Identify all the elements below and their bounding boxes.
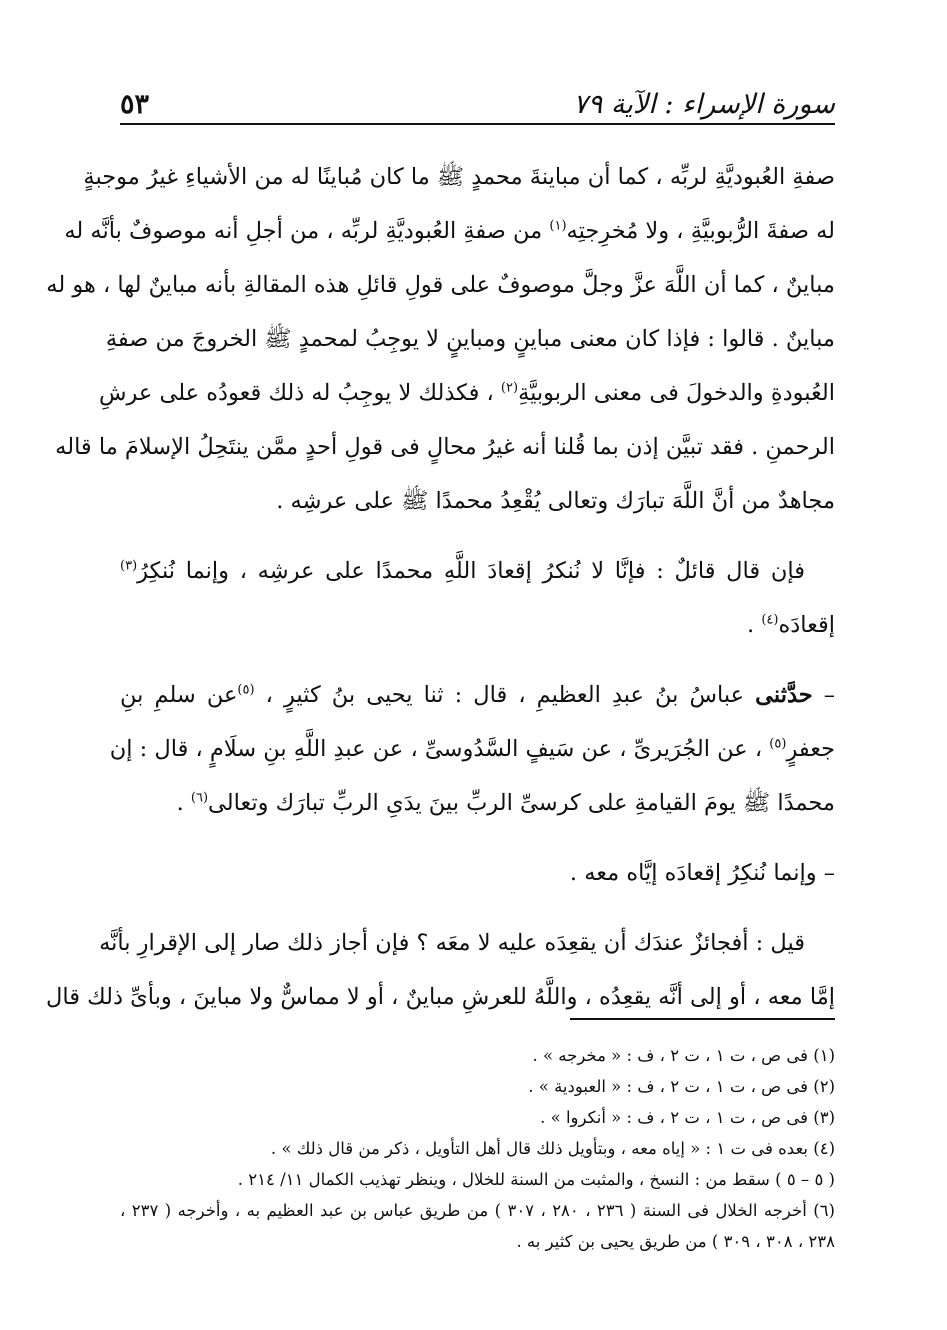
text-line: إقعادَه$^{(٤)}$ . <box>747 612 835 638</box>
footnote-marker: (٦) <box>190 790 209 806</box>
text-line: – وإنما نُنكِرُ إقعادَه إيَّاه معه . <box>569 860 835 886</box>
running-title: سورة الإسراء : الآية ٧٩ <box>573 89 835 120</box>
text-line: العُبودةِ والدخولَ فى معنى الربوبيَّةِ$^{(٢)}$ ، فكذلك لا يوجِبُ له ذلك قعودُه على عرشِ <box>99 380 835 406</box>
footnote-rule <box>570 1018 835 1020</box>
footnote: (٣) فى ص ، ت ١ ، ت ٢ ، ف : « أنكروا » . <box>540 1108 835 1127</box>
footnote-marker: (٢) <box>500 380 519 396</box>
footnote-marker: (٥) <box>769 736 787 752</box>
text-line: مباينٌ ، كما أن اللَّهَ عزَّ وجلَّ موصوفٌ على قولِ قائلِ هذه المقالةِ بأنه مباينٌ لها ، هو له <box>46 272 835 298</box>
text-line: صفةِ العُبوديَّةِ لربِّه ، كما أن مباينةَ محمدٍ ﷺ ما كان مُباينًا له من الأشياءِ غيرُ موجبةٍ <box>83 164 835 190</box>
footnote: ٢٣٨ ، ٣٠٨ ، ٣٠٩ ) من طريق يحيى بن كثير به . <box>516 1232 835 1251</box>
footnote-marker: (٣) <box>120 558 138 574</box>
text-line: فإن قال قائلٌ : فإنَّا لا نُنكرُ إقعادَ اللَّهِ محمدًا على عرشِه ، وإنما نُنكِرُ$^{(٣)}$ <box>120 558 805 584</box>
page-number: ٥٣ <box>120 89 150 120</box>
footnote: ( ٥ – ٥ ) سقط من : النسخ ، والمثبت من السنة للخلال ، وينظر تهذيب الكمال ١١/ ٢١٤ . <box>237 1170 835 1189</box>
hadith-opening: حدَّثنى <box>755 682 813 708</box>
text-line: محمدًا ﷺ يومَ القيامةِ على كرسىِّ الربِّ بينَ يدَىِ الربِّ تبارَك وتعالى$^{(٦)}$ . <box>176 790 835 816</box>
text-line: مباينٌ . قالوا : فإذا كان معنى مباينٍ ومباينٍ لا يوجِبُ لمحمدٍ ﷺ الخروجَ من صفةِ <box>105 326 835 352</box>
footnotes <box>120 1040 835 1257</box>
text-line: الرحمنِ . فقد تبيَّن إذن بما قُلنا أنه غيرُ محالٍ فى قولِ أحدٍ ممَّن ينتَحِلُ الإسلامَ ما قاله <box>55 434 835 460</box>
footnote-marker: (٥) <box>237 682 255 698</box>
header-rule <box>120 123 835 125</box>
footnote-marker: (١) <box>549 218 567 234</box>
page-header <box>120 70 835 120</box>
text-line: مجاهدٌ من أنَّ اللَّهَ تبارَك وتعالى يُقْعِدُ محمدًا ﷺ على عرشِه . <box>276 488 835 514</box>
main-text <box>46 150 836 1024</box>
footnote: (٤) بعده فى ت ١ : « إياه معه ، وبتأويل ذلك قال أهل التأويل ، ذكر من قال ذلك » . <box>270 1139 835 1158</box>
text-line: – حدَّثنى عباسُ بنُ عبدِ العظيمِ ، قال : ثنا يحيى بنُ كثيرٍ ، $^{(٥)}$عن سلمِ بنِ <box>120 682 836 708</box>
footnote-marker: (٤) <box>761 612 779 628</box>
footnote: (٦) أخرجه الخلال فى السنة ( ٢٣٦ ، ٢٨٠ ، ٣٠٧ ) من طريق عباس بن عبد العظيم به ، وأخرجه ( ٢٣٧ ، <box>120 1201 835 1220</box>
text-line: له صفةَ الرُّبوبيَّةِ ، ولا مُخرِجتِه$^{(١)}$ من صفةِ العُبوديَّةِ لربِّه ، من أجلِ أنه موصوفٌ بأنَّه له <box>64 218 835 244</box>
footnote: (١) فى ص ، ت ١ ، ت ٢ ، ف : « مخرجه » . <box>532 1046 835 1065</box>
footnote: (٢) فى ص ، ت ١ ، ت ٢ ، ف : « العبودية » . <box>528 1077 835 1096</box>
text-line: جعفرٍ$^{(٥)}$ ، عن الجُرَيرىِّ ، عن سَيفٍ السَّدُوسىِّ ، عن عبدِ اللَّهِ بنِ سلَامٍ ، قال : إن <box>109 736 835 762</box>
text-line: إمَّا معه ، أو إلى أنَّه يقعِدُه ، واللَّهُ للعرشِ مباينٌ ، أو لا مماسٌّ ولا مباينَ ، وبأىِّ ذلك قال <box>46 984 835 1010</box>
text-line: قيل : أفجائزٌ عندَك أن يقعِدَه عليه لا معَه ؟ فإن أجاز ذلك صار إلى الإقرارِ بأنَّه <box>99 930 805 956</box>
